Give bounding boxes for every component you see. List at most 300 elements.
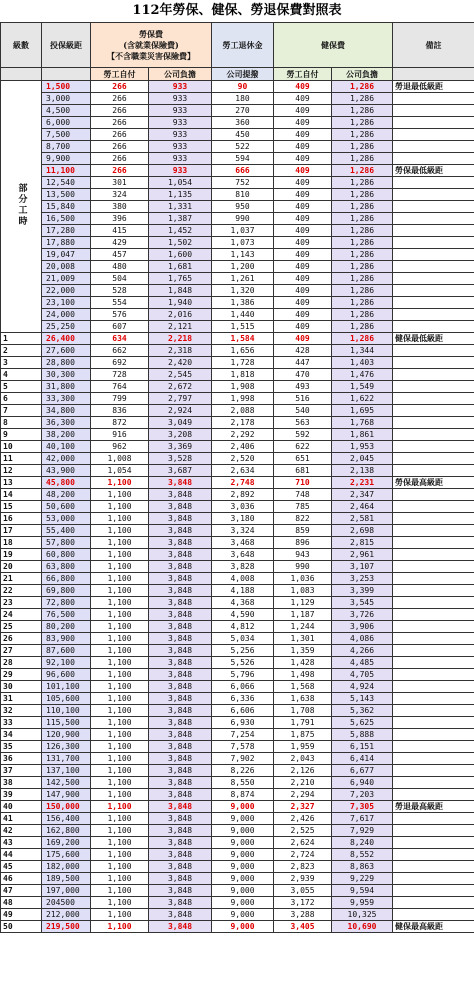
retire-company-cell: 8,226: [212, 765, 274, 777]
retire-company-cell: 3,036: [212, 501, 274, 513]
labor-company-cell: 3,848: [149, 693, 212, 705]
note-cell-empty: [393, 825, 474, 837]
labor-company-cell: 3,848: [149, 597, 212, 609]
note-cell-empty: [393, 681, 474, 693]
table-row: [1, 225, 474, 237]
table-row: [1, 285, 474, 297]
retire-company-cell: 752: [212, 177, 274, 189]
labor-self-cell: 1,100: [91, 813, 149, 825]
level-cell: 9: [1, 429, 42, 441]
level-cell: 32: [1, 705, 42, 717]
health-company-cell: 9,959: [332, 897, 393, 909]
labor-company-cell: 1,135: [149, 189, 212, 201]
labor-self-cell: 1,100: [91, 753, 149, 765]
grade-cell: 43,900: [42, 465, 91, 477]
table-row: [1, 669, 474, 681]
health-company-cell: 1,344: [332, 345, 393, 357]
note-cell-empty: [393, 381, 474, 393]
table-row: [1, 321, 474, 333]
level-cell: 42: [1, 825, 42, 837]
health-self-cell: 681: [274, 465, 332, 477]
health-self-cell: 1,036: [274, 573, 332, 585]
note-cell-empty: [393, 285, 474, 297]
retire-company-cell: 9,000: [212, 909, 274, 921]
note-cell-empty: [393, 153, 474, 165]
health-self-cell: 1,638: [274, 693, 332, 705]
labor-company-cell: 1,387: [149, 213, 212, 225]
labor-company-cell: 933: [149, 129, 212, 141]
table-row: [1, 489, 474, 501]
labor-company-cell: 2,218: [149, 333, 212, 345]
retire-company-cell: 6,066: [212, 681, 274, 693]
level-cell: 16: [1, 513, 42, 525]
health-self-cell: 3,288: [274, 909, 332, 921]
labor-self-cell: 1,100: [91, 609, 149, 621]
health-self-cell: 859: [274, 525, 332, 537]
note-cell-empty: [393, 849, 474, 861]
labor-self-cell: 799: [91, 393, 149, 405]
health-self-cell: 409: [274, 165, 332, 177]
note-cell-empty: [393, 141, 474, 153]
level-cell: 22: [1, 585, 42, 597]
retire-company-cell: 180: [212, 93, 274, 105]
labor-company-cell: 1,765: [149, 273, 212, 285]
note-cell-empty: [393, 213, 474, 225]
table-row: [1, 717, 474, 729]
labor-company-cell: 933: [149, 165, 212, 177]
grade-cell: 55,400: [42, 525, 91, 537]
labor-self-cell: 1,100: [91, 549, 149, 561]
level-cell: 2: [1, 345, 42, 357]
note-cell: 勞退最低級距: [393, 81, 474, 93]
health-company-cell: 1,286: [332, 309, 393, 321]
grade-cell: 131,700: [42, 753, 91, 765]
table-row: [1, 525, 474, 537]
health-company-cell: 4,485: [332, 657, 393, 669]
labor-company-cell: 933: [149, 105, 212, 117]
table-row: [1, 597, 474, 609]
labor-company-cell: 3,848: [149, 585, 212, 597]
health-self-cell: 409: [274, 93, 332, 105]
health-company-cell: 1,286: [332, 201, 393, 213]
health-company-cell: 6,414: [332, 753, 393, 765]
retire-company-cell: 5,796: [212, 669, 274, 681]
health-company-subheader: 公司負擔: [332, 68, 393, 81]
note-cell-empty: [393, 489, 474, 501]
note-cell-empty: [393, 177, 474, 189]
note-cell-empty: [393, 429, 474, 441]
health-company-cell: 1,286: [332, 237, 393, 249]
grade-cell: 17,880: [42, 237, 91, 249]
labor-self-cell: 504: [91, 273, 149, 285]
health-self-cell: 1,428: [274, 657, 332, 669]
table-row: [1, 345, 474, 357]
level-cell: 18: [1, 537, 42, 549]
note-cell-empty: [393, 357, 474, 369]
labor-self-cell: 1,008: [91, 453, 149, 465]
grade-cell: 15,840: [42, 201, 91, 213]
health-self-cell: 409: [274, 225, 332, 237]
level-cell: 14: [1, 489, 42, 501]
retire-company-cell: 990: [212, 213, 274, 225]
note-cell-empty: [393, 741, 474, 753]
table-row: [1, 705, 474, 717]
labor-self-cell: 764: [91, 381, 149, 393]
grade-cell: 142,500: [42, 777, 91, 789]
note-cell-empty: [393, 585, 474, 597]
table-row: [1, 273, 474, 285]
grade-cell: 137,100: [42, 765, 91, 777]
labor-company-cell: 3,848: [149, 501, 212, 513]
health-self-cell: 1,359: [274, 645, 332, 657]
health-company-cell: 1,286: [332, 261, 393, 273]
health-company-cell: 9,229: [332, 873, 393, 885]
retire-company-cell: 4,812: [212, 621, 274, 633]
grade-cell: 156,400: [42, 813, 91, 825]
grade-cell: 16,500: [42, 213, 91, 225]
page-title: 112年勞保、健保、勞退保費對照表: [132, 3, 342, 18]
retire-company-cell: 1,200: [212, 261, 274, 273]
labor-company-cell: 3,049: [149, 417, 212, 429]
labor-company-cell: 3,848: [149, 549, 212, 561]
labor-company-cell: 3,848: [149, 777, 212, 789]
labor-company-cell: 3,848: [149, 873, 212, 885]
grade-cell: 60,800: [42, 549, 91, 561]
health-self-cell: 822: [274, 513, 332, 525]
table-row: [1, 753, 474, 765]
health-self-cell: 409: [274, 213, 332, 225]
grade-cell: 28,800: [42, 357, 91, 369]
labor-company-cell: 3,848: [149, 681, 212, 693]
health-self-cell: 2,426: [274, 813, 332, 825]
labor-self-cell: 396: [91, 213, 149, 225]
table-row: [1, 693, 474, 705]
table-row: [1, 549, 474, 561]
note-cell-empty: [393, 873, 474, 885]
grade-cell: 96,600: [42, 669, 91, 681]
retire-company-cell: 4,008: [212, 573, 274, 585]
labor-self-cell: 634: [91, 333, 149, 345]
health-self-cell: 1,791: [274, 717, 332, 729]
grade-cell: 23,100: [42, 297, 91, 309]
health-self-cell: 785: [274, 501, 332, 513]
health-company-cell: 4,924: [332, 681, 393, 693]
health-self-cell: 516: [274, 393, 332, 405]
labor-self-cell: 836: [91, 405, 149, 417]
grade-cell: 150,000: [42, 801, 91, 813]
health-company-cell: 1,286: [332, 321, 393, 333]
grade-cell: 66,800: [42, 573, 91, 585]
note-cell-empty: [393, 837, 474, 849]
health-self-cell: 409: [274, 309, 332, 321]
health-self-cell: 592: [274, 429, 332, 441]
health-self-cell: 710: [274, 477, 332, 489]
retire-company-cell: 2,406: [212, 441, 274, 453]
table-row: [1, 237, 474, 249]
labor-self-cell: 1,054: [91, 465, 149, 477]
table-row: [1, 165, 474, 177]
health-company-cell: 1,549: [332, 381, 393, 393]
labor-self-cell: 266: [91, 81, 149, 93]
grade-cell: 120,900: [42, 729, 91, 741]
grade-cell: 212,000: [42, 909, 91, 921]
retire-company-cell: 9,000: [212, 801, 274, 813]
labor-company-cell: 1,331: [149, 201, 212, 213]
table-row: [1, 801, 474, 813]
retire-company-cell: 950: [212, 201, 274, 213]
retire-company-cell: 1,908: [212, 381, 274, 393]
retire-company-cell: 2,634: [212, 465, 274, 477]
header-row: [1, 23, 474, 68]
grade-cell: 83,900: [42, 633, 91, 645]
table-row: [1, 765, 474, 777]
retire-company-cell: 3,324: [212, 525, 274, 537]
labor-company-cell: 3,848: [149, 489, 212, 501]
labor-company-cell: 3,848: [149, 921, 212, 933]
labor-self-cell: 1,100: [91, 849, 149, 861]
health-self-cell: 943: [274, 549, 332, 561]
health-company-cell: 2,815: [332, 537, 393, 549]
retire-company-cell: 9,000: [212, 897, 274, 909]
retire-company-cell: 594: [212, 153, 274, 165]
health-company-cell: 5,143: [332, 693, 393, 705]
grade-cell: 147,900: [42, 789, 91, 801]
retire-company-cell: 6,606: [212, 705, 274, 717]
grade-cell: 45,800: [42, 477, 91, 489]
grade-cell: 4,500: [42, 105, 91, 117]
health-company-cell: 8,552: [332, 849, 393, 861]
labor-self-cell: 266: [91, 141, 149, 153]
grade-cell: 19,047: [42, 249, 91, 261]
retire-company-cell: 1,998: [212, 393, 274, 405]
health-self-cell: 1,187: [274, 609, 332, 621]
part-time-label-text: 部分工時: [16, 183, 27, 227]
grade-cell: 50,600: [42, 501, 91, 513]
labor-self-cell: 266: [91, 93, 149, 105]
level-cell: 45: [1, 861, 42, 873]
note-cell-empty: [393, 861, 474, 873]
labor-self-cell: 1,100: [91, 873, 149, 885]
note-cell-empty: [393, 633, 474, 645]
health-self-cell: 1,301: [274, 633, 332, 645]
level-cell: 48: [1, 897, 42, 909]
note-cell-empty: [393, 189, 474, 201]
retire-company-cell: 2,520: [212, 453, 274, 465]
labor-company-cell: 1,681: [149, 261, 212, 273]
health-company-cell: 2,138: [332, 465, 393, 477]
level-cell: 27: [1, 645, 42, 657]
health-self-cell: 409: [274, 129, 332, 141]
health-self-cell: 990: [274, 561, 332, 573]
note-cell-empty: [393, 93, 474, 105]
retire-company-cell: 1,386: [212, 297, 274, 309]
labor-company-cell: 3,848: [149, 513, 212, 525]
premium-table-body: [1, 23, 474, 933]
labor-self-cell: 1,100: [91, 597, 149, 609]
health-company-cell: 5,888: [332, 729, 393, 741]
level-cell: 5: [1, 381, 42, 393]
health-self-cell: 651: [274, 453, 332, 465]
table-row: [1, 885, 474, 897]
table-row: [1, 813, 474, 825]
retire-company-cell: 1,584: [212, 333, 274, 345]
health-self-cell: 409: [274, 297, 332, 309]
health-self-cell: 409: [274, 249, 332, 261]
health-self-cell: 409: [274, 81, 332, 93]
health-self-cell: 2,126: [274, 765, 332, 777]
subheader-blank-level: [1, 68, 42, 81]
health-self-cell: 409: [274, 273, 332, 285]
health-self-cell: 748: [274, 489, 332, 501]
note-cell-empty: [393, 321, 474, 333]
grade-cell: 12,540: [42, 177, 91, 189]
labor-company-cell: 3,208: [149, 429, 212, 441]
note-cell-empty: [393, 249, 474, 261]
labor-company-cell: 3,848: [149, 621, 212, 633]
retire-company-cell: 1,728: [212, 357, 274, 369]
labor-company-cell: 3,848: [149, 753, 212, 765]
note-header: 備註: [393, 23, 474, 68]
health-self-cell: 3,172: [274, 897, 332, 909]
grade-cell: 189,500: [42, 873, 91, 885]
level-cell: 20: [1, 561, 42, 573]
labor-self-cell: 872: [91, 417, 149, 429]
table-row: [1, 513, 474, 525]
grade-cell: 42,000: [42, 453, 91, 465]
table-row: [1, 213, 474, 225]
labor-self-cell: 576: [91, 309, 149, 321]
grade-cell: 17,280: [42, 225, 91, 237]
labor-self-cell: 429: [91, 237, 149, 249]
labor-company-cell: 1,054: [149, 177, 212, 189]
table-row: [1, 129, 474, 141]
note-cell-empty: [393, 369, 474, 381]
note-cell-empty: [393, 237, 474, 249]
level-cell: 37: [1, 765, 42, 777]
labor-self-cell: 1,100: [91, 897, 149, 909]
retire-company-cell: 1,440: [212, 309, 274, 321]
labor-company-cell: 933: [149, 93, 212, 105]
note-cell-empty: [393, 669, 474, 681]
health-self-cell: 3,055: [274, 885, 332, 897]
health-company-cell: 1,286: [332, 249, 393, 261]
health-company-cell: 2,045: [332, 453, 393, 465]
retire-company-cell: 2,892: [212, 489, 274, 501]
grade-cell: 162,800: [42, 825, 91, 837]
grade-cell: 182,000: [42, 861, 91, 873]
retire-company-cell: 1,320: [212, 285, 274, 297]
retire-company-cell: 270: [212, 105, 274, 117]
health-self-cell: 2,823: [274, 861, 332, 873]
health-self-cell: 409: [274, 333, 332, 345]
health-company-cell: 1,286: [332, 189, 393, 201]
retire-company-cell: 666: [212, 165, 274, 177]
grade-cell: 219,500: [42, 921, 91, 933]
health-company-cell: 1,286: [332, 141, 393, 153]
labor-self-cell: 728: [91, 369, 149, 381]
health-company-cell: 1,286: [332, 333, 393, 345]
grade-cell: 53,000: [42, 513, 91, 525]
health-company-cell: 1,861: [332, 429, 393, 441]
grade-cell: 3,000: [42, 93, 91, 105]
health-company-cell: 2,961: [332, 549, 393, 561]
grade-cell: 8,700: [42, 141, 91, 153]
health-company-cell: 7,617: [332, 813, 393, 825]
table-row: [1, 621, 474, 633]
retirement-header: 勞工退休金: [212, 23, 274, 68]
table-row: [1, 177, 474, 189]
note-cell-empty: [393, 549, 474, 561]
labor-company-cell: 1,452: [149, 225, 212, 237]
labor-self-cell: 1,100: [91, 741, 149, 753]
table-row: [1, 381, 474, 393]
retire-company-cell: 9,000: [212, 813, 274, 825]
note-cell-empty: [393, 129, 474, 141]
grade-cell: 40,100: [42, 441, 91, 453]
labor-fee-header-line1: 勞保費: [139, 28, 163, 39]
retire-company-cell: 7,254: [212, 729, 274, 741]
labor-company-cell: 3,848: [149, 645, 212, 657]
health-self-cell: 1,498: [274, 669, 332, 681]
level-header: 級數: [1, 23, 42, 68]
note-cell-empty: [393, 777, 474, 789]
table-row: [1, 729, 474, 741]
retire-company-cell: 1,515: [212, 321, 274, 333]
grade-cell: 105,600: [42, 693, 91, 705]
grade-cell: 22,000: [42, 285, 91, 297]
note-cell-empty: [393, 573, 474, 585]
labor-company-cell: 3,848: [149, 657, 212, 669]
retire-company-cell: 9,000: [212, 837, 274, 849]
health-self-subheader: 勞工自付: [274, 68, 332, 81]
grade-cell: 80,200: [42, 621, 91, 633]
level-cell: 25: [1, 621, 42, 633]
health-company-cell: 1,286: [332, 105, 393, 117]
table-row: [1, 261, 474, 273]
note-cell-empty: [393, 105, 474, 117]
health-self-cell: 563: [274, 417, 332, 429]
labor-self-cell: 1,100: [91, 729, 149, 741]
note-cell-empty: [393, 705, 474, 717]
note-cell-empty: [393, 645, 474, 657]
health-fee-header: 健保費: [274, 23, 393, 68]
labor-company-subheader: 公司負擔: [149, 68, 212, 81]
labor-company-cell: 2,672: [149, 381, 212, 393]
labor-company-cell: 3,528: [149, 453, 212, 465]
retire-company-cell: 8,550: [212, 777, 274, 789]
grade-cell: 6,000: [42, 117, 91, 129]
grade-cell: 31,800: [42, 381, 91, 393]
labor-company-cell: 3,848: [149, 861, 212, 873]
labor-self-cell: 1,100: [91, 921, 149, 933]
note-cell-empty: [393, 753, 474, 765]
health-self-cell: 1,083: [274, 585, 332, 597]
labor-company-cell: 933: [149, 141, 212, 153]
table-row: [1, 333, 474, 345]
grade-cell: 63,800: [42, 561, 91, 573]
health-company-cell: 1,286: [332, 273, 393, 285]
retire-company-cell: 360: [212, 117, 274, 129]
note-cell: 健保最低級距: [393, 333, 474, 345]
health-company-cell: 2,347: [332, 489, 393, 501]
retire-company-cell: 7,902: [212, 753, 274, 765]
grade-header: 投保級距: [42, 23, 91, 68]
labor-self-cell: 1,100: [91, 765, 149, 777]
note-cell-empty: [393, 609, 474, 621]
health-self-cell: 2,724: [274, 849, 332, 861]
level-cell: 40: [1, 801, 42, 813]
health-company-cell: 4,266: [332, 645, 393, 657]
